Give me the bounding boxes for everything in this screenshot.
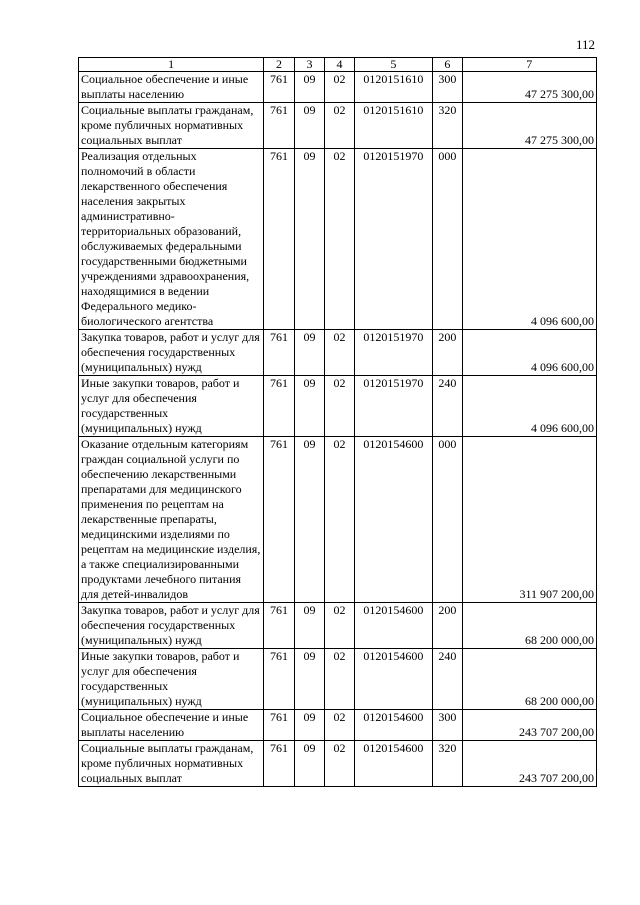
row-code-4: 02 xyxy=(325,437,355,603)
table-row xyxy=(79,710,597,741)
row-amount: 68 200 000,00 xyxy=(462,649,596,710)
row-code-2: 761 xyxy=(264,710,295,741)
row-code-3: 09 xyxy=(294,603,325,649)
row-name: Социальное обеспечение и иные выплаты населению xyxy=(79,72,264,103)
row-name: Закупка товаров, работ и услуг для обеспечения государственных (муниципальных) нужд xyxy=(79,330,264,376)
row-code-6: 300 xyxy=(433,72,463,103)
header-cell: 5 xyxy=(354,58,432,72)
header-cell: 4 xyxy=(325,58,355,72)
table-row xyxy=(79,149,597,330)
row-code-4: 02 xyxy=(325,149,355,330)
row-code-6: 240 xyxy=(433,649,463,710)
row-code-3: 09 xyxy=(294,149,325,330)
row-code-2: 761 xyxy=(264,103,295,149)
row-code-6: 320 xyxy=(433,103,463,149)
row-amount: 47 275 300,00 xyxy=(462,72,596,103)
row-code-4: 02 xyxy=(325,710,355,741)
row-code-2: 761 xyxy=(264,330,295,376)
row-code-5: 0120151610 xyxy=(354,103,432,149)
header-row xyxy=(79,58,597,72)
row-name: Иные закупки товаров, работ и услуг для обеспечения государственных (муниципальных) нужд xyxy=(79,376,264,437)
row-code-3: 09 xyxy=(294,103,325,149)
row-amount: 243 707 200,00 xyxy=(462,710,596,741)
table-row xyxy=(79,437,597,603)
row-code-5: 0120151610 xyxy=(354,72,432,103)
row-name: Социальные выплаты гражданам, кроме публичных нормативных социальных выплат xyxy=(79,103,264,149)
row-amount: 68 200 000,00 xyxy=(462,603,596,649)
row-code-3: 09 xyxy=(294,710,325,741)
header-cell: 3 xyxy=(294,58,325,72)
row-code-4: 02 xyxy=(325,649,355,710)
page-number: 112 xyxy=(575,37,595,52)
header-cell: 7 xyxy=(462,58,596,72)
table-row xyxy=(79,741,597,787)
row-code-2: 761 xyxy=(264,376,295,437)
table-header xyxy=(79,58,597,72)
row-code-3: 09 xyxy=(294,649,325,710)
header-cell: 1 xyxy=(79,58,264,72)
row-code-4: 02 xyxy=(325,103,355,149)
row-code-6: 320 xyxy=(433,741,463,787)
row-code-4: 02 xyxy=(325,72,355,103)
row-code-3: 09 xyxy=(294,437,325,603)
row-name: Социальное обеспечение и иные выплаты населению xyxy=(79,710,264,741)
row-code-2: 761 xyxy=(264,72,295,103)
row-code-5: 0120151970 xyxy=(354,376,432,437)
row-amount: 243 707 200,00 xyxy=(462,741,596,787)
row-amount: 4 096 600,00 xyxy=(462,376,596,437)
row-code-4: 02 xyxy=(325,741,355,787)
row-code-4: 02 xyxy=(325,330,355,376)
header-cell: 6 xyxy=(433,58,463,72)
header-cell: 2 xyxy=(264,58,295,72)
row-code-4: 02 xyxy=(325,603,355,649)
row-code-3: 09 xyxy=(294,376,325,437)
row-name: Закупка товаров, работ и услуг для обеспечения государственных (муниципальных) нужд xyxy=(79,603,264,649)
row-code-5: 0120151970 xyxy=(354,149,432,330)
row-code-6: 000 xyxy=(433,149,463,330)
row-code-3: 09 xyxy=(294,741,325,787)
row-code-5: 0120151970 xyxy=(354,330,432,376)
table-body xyxy=(79,72,597,787)
row-code-6: 200 xyxy=(433,330,463,376)
row-code-3: 09 xyxy=(294,72,325,103)
row-code-3: 09 xyxy=(294,330,325,376)
row-amount: 47 275 300,00 xyxy=(462,103,596,149)
table-row xyxy=(79,603,597,649)
row-code-6: 300 xyxy=(433,710,463,741)
row-code-5: 0120154600 xyxy=(354,710,432,741)
row-code-2: 761 xyxy=(264,649,295,710)
row-code-5: 0120154600 xyxy=(354,603,432,649)
row-code-6: 200 xyxy=(433,603,463,649)
row-code-2: 761 xyxy=(264,149,295,330)
row-amount: 311 907 200,00 xyxy=(462,437,596,603)
table-row xyxy=(79,103,597,149)
row-amount: 4 096 600,00 xyxy=(462,330,596,376)
row-code-6: 000 xyxy=(433,437,463,603)
row-name: Реализация отдельных полномочий в области лекарственного обеспечения населения закрытых административно-территориальных образований, обслуживаемых федеральными государственными бюджетными учреждениями здравоохранения, находящимися в ведении Федерального медико-биологического агентства xyxy=(79,149,264,330)
row-code-2: 761 xyxy=(264,603,295,649)
row-code-5: 0120154600 xyxy=(354,649,432,710)
row-name: Социальные выплаты гражданам, кроме публичных нормативных социальных выплат xyxy=(79,741,264,787)
row-name: Оказание отдельным категориям граждан социальной услуги по обеспечению лекарственными препаратами для медицинского применения по рецептам на лекарственные препараты, медицинскими изделиями по рецептам на медицинские изделия, а также специализированными продуктами лечебного питания для детей-инвалидов xyxy=(79,437,264,603)
table-row xyxy=(79,330,597,376)
row-code-4: 02 xyxy=(325,376,355,437)
row-code-5: 0120154600 xyxy=(354,741,432,787)
row-amount: 4 096 600,00 xyxy=(462,149,596,330)
table-row xyxy=(79,376,597,437)
row-code-6: 240 xyxy=(433,376,463,437)
budget-table xyxy=(78,57,597,787)
table-row xyxy=(79,72,597,103)
table-row xyxy=(79,649,597,710)
row-code-2: 761 xyxy=(264,437,295,603)
row-name: Иные закупки товаров, работ и услуг для обеспечения государственных (муниципальных) нужд xyxy=(79,649,264,710)
row-code-2: 761 xyxy=(264,741,295,787)
row-code-5: 0120154600 xyxy=(354,437,432,603)
